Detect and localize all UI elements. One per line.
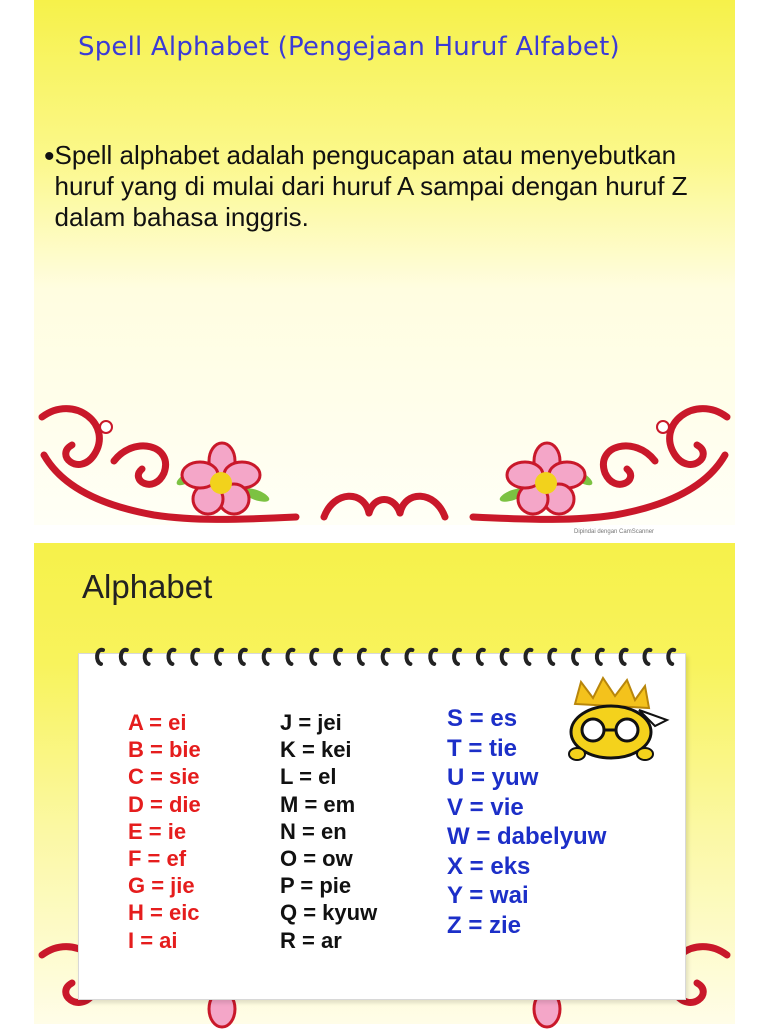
letter-pronunciation: W = dabelyuw: [447, 823, 607, 850]
slide-alphabet: [34, 543, 735, 1024]
scanner-watermark: Dipindai dengan CamScanner: [574, 529, 655, 535]
letter-pronunciation: O = ow: [280, 846, 353, 872]
letter-pronunciation: I = ai: [128, 927, 178, 953]
letter-pronunciation: L = el: [280, 764, 337, 790]
letter-pronunciation: A = ei: [128, 710, 187, 735]
bullet-marker: •: [44, 140, 55, 173]
floral-swirl-border-icon: [34, 395, 735, 525]
letter-pronunciation: P = pie: [280, 873, 352, 899]
letter-pronunciation: G = jie: [128, 873, 195, 899]
letters-column-a-i: [128, 709, 201, 954]
letter-pronunciation: X = eks: [447, 852, 531, 880]
letter-pronunciation: Y = wai: [447, 882, 529, 909]
letter-pronunciation: S = es: [447, 705, 518, 732]
letter-pronunciation: U = yuw: [447, 764, 539, 791]
letter-pronunciation: R = ar: [280, 927, 342, 953]
letter-pronunciation: D = die: [128, 791, 201, 817]
slide-spell-alphabet: [34, 0, 735, 535]
notebook-card: [78, 653, 686, 1000]
letter-pronunciation: J = jei: [280, 710, 342, 735]
notebook-spiral-icon: [90, 642, 680, 668]
letter-pronunciation: V = vie: [447, 793, 524, 821]
slide-title: Alphabet: [82, 568, 213, 605]
slide-title: Spell Alphabet (Pengejaan Huruf Alfabet): [78, 32, 620, 62]
letters-column-j-r: [280, 709, 377, 954]
letter-pronunciation: F = ef: [128, 846, 187, 872]
letter-pronunciation: B = bie: [128, 737, 201, 763]
letter-pronunciation: K = kei: [280, 737, 352, 763]
bullet-text: Spell alphabet adalah pengucapan atau menyebutkan huruf yang di mulai dari huruf A sampai dengan huruf Z dalam bahasa inggris.: [54, 140, 688, 232]
letter-pronunciation: H = eic: [128, 900, 200, 926]
crowned-cartoon-character-icon: [563, 676, 673, 764]
letter-pronunciation: Q = kyuw: [280, 900, 378, 926]
letter-pronunciation: E = ie: [128, 818, 187, 844]
letter-pronunciation: C = sie: [128, 764, 200, 790]
letter-pronunciation: Z = zie: [447, 911, 522, 939]
letter-pronunciation: M = em: [280, 791, 356, 817]
letter-pronunciation: N = en: [280, 818, 347, 844]
bullet-item: [44, 140, 714, 233]
letter-pronunciation: T = tie: [447, 734, 518, 762]
